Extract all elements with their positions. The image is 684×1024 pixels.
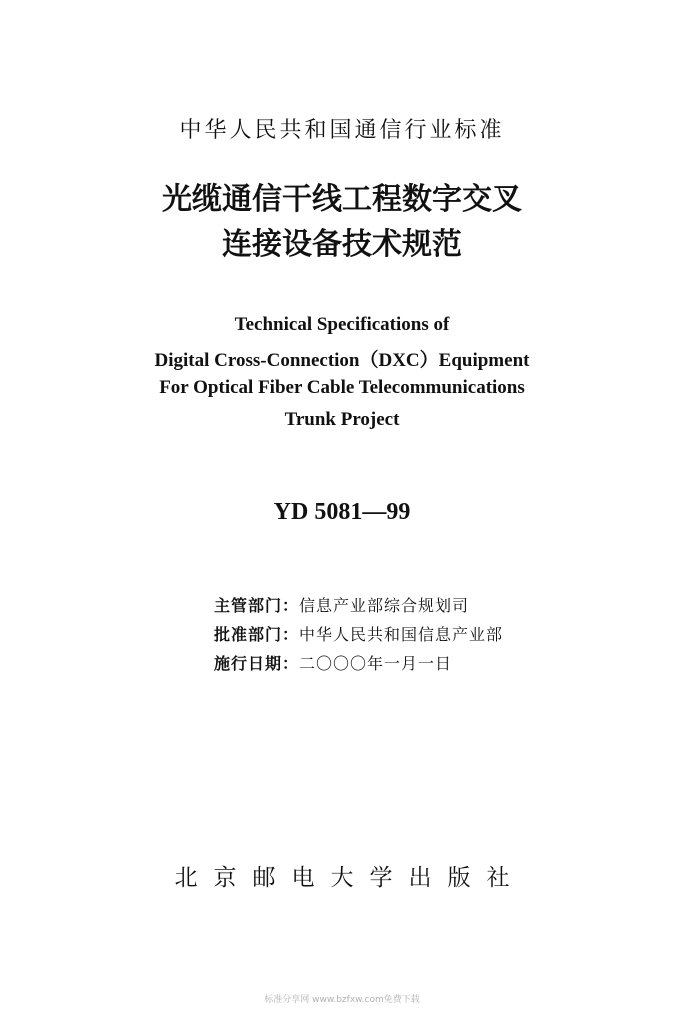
standard-type-heading: 中华人民共和国通信行业标准: [179, 118, 505, 143]
approver-label: 批准部门：: [214, 625, 300, 644]
watermark: 标准分享网 www.bzfxw.com免费下载: [264, 995, 420, 1005]
standard-number: YD 5081—99: [273, 499, 411, 525]
effective-date-label: 施行日期：: [214, 654, 300, 673]
effective-date-row: [214, 651, 634, 674]
english-title-line-4: Trunk Project: [284, 409, 400, 430]
approver-value: 中华人民共和国信息产业部: [299, 625, 504, 644]
authority-row: [214, 593, 634, 616]
authority-label: 主管部门：: [214, 596, 300, 615]
english-title-line-2: Digital Cross-Connection（DXC）Equipment: [154, 350, 530, 371]
publisher: 北京邮电大学出版社: [174, 865, 526, 891]
authority-value: 信息产业部综合规划司: [299, 596, 470, 615]
english-title-line-3: For Optical Fiber Cable Telecommunications: [159, 377, 525, 398]
chinese-title-line-1: 光缆通信干线工程数字交叉: [162, 182, 522, 217]
english-title-line-1: Technical Specifications of: [234, 314, 450, 335]
approver-row: [214, 622, 634, 645]
effective-date-value: 二〇〇〇年一月一日: [299, 654, 453, 673]
chinese-title-line-2: 连接设备技术规范: [222, 227, 462, 262]
